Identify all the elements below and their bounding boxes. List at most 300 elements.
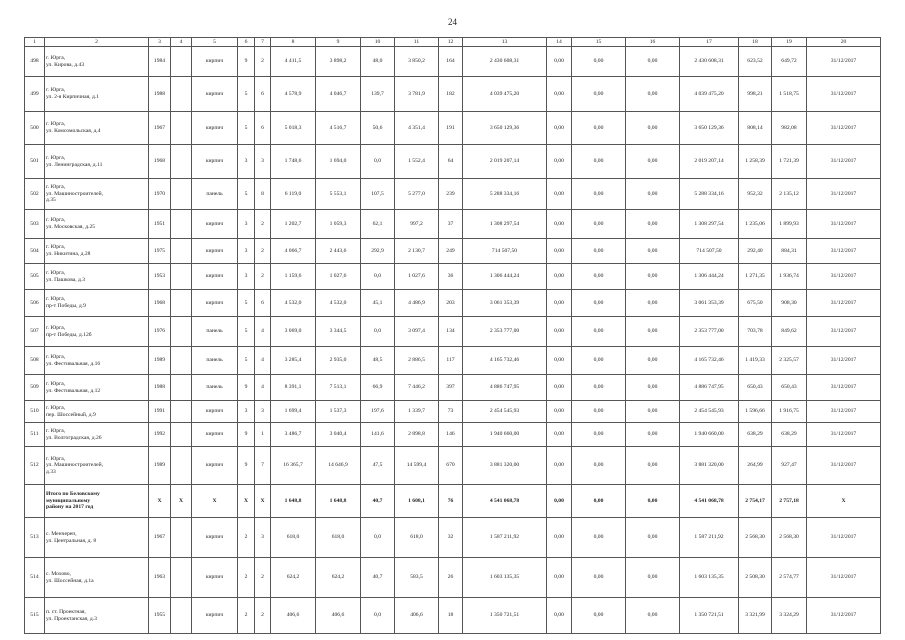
residents-count: 26 <box>439 558 463 598</box>
total-area: 624,2 <box>271 558 316 598</box>
residents-count: 117 <box>439 347 463 375</box>
completion-date: 31/12/2017 <box>807 423 881 447</box>
funding-regional: 0,00 <box>572 264 626 290</box>
living-area: 3 898,2 <box>316 47 361 77</box>
floors-count: 5 <box>238 317 255 347</box>
table-row <box>25 558 881 598</box>
funding-local: 0,00 <box>626 375 680 401</box>
repair-cost: 5 288 334,16 <box>463 179 547 210</box>
completion-date: 31/12/2017 <box>807 112 881 145</box>
living-area: 1 694,0 <box>316 145 361 179</box>
completion-date: 31/12/2017 <box>807 598 881 634</box>
residential-area: 4 351,4 <box>395 112 439 145</box>
nonresidential-area: 47,5 <box>361 447 395 485</box>
floors-count: 5 <box>238 77 255 112</box>
address-cell <box>45 264 149 290</box>
cell-col4 <box>171 598 192 634</box>
unit-cost: 650,43 <box>739 375 772 401</box>
funding-local: 0,00 <box>626 347 680 375</box>
address-cell <box>45 375 149 401</box>
residential-area: 3 097,4 <box>395 317 439 347</box>
unit-cost-limit: 1 916,75 <box>772 401 807 423</box>
total-area: 1 159,6 <box>271 264 316 290</box>
residents-count: 182 <box>439 77 463 112</box>
repair-cost: 2 454 545,93 <box>463 401 547 423</box>
year-built: 1968 <box>149 290 171 317</box>
entrances-count: X <box>255 485 271 518</box>
total-cost: 3 061 353,39 <box>680 290 739 317</box>
row-number: 504 <box>25 239 45 264</box>
cell-col4 <box>171 239 192 264</box>
funding-federal: 0,00 <box>547 239 572 264</box>
funding-federal: 0,00 <box>547 375 572 401</box>
nonresidential-area: 0,0 <box>361 317 395 347</box>
entrances-count: 1 <box>255 423 271 447</box>
funding-regional: 0,00 <box>572 375 626 401</box>
repair-cost: 3 650 129,36 <box>463 112 547 145</box>
unit-cost: 703,78 <box>739 317 772 347</box>
repair-cost: 4 165 732,46 <box>463 347 547 375</box>
living-area: 1 027,6 <box>316 264 361 290</box>
total-row <box>25 485 881 518</box>
unit-cost: 1 258,39 <box>739 145 772 179</box>
funding-local: 0,00 <box>626 485 680 518</box>
address-cell <box>45 317 149 347</box>
funding-local: 0,00 <box>626 401 680 423</box>
table-row <box>25 375 881 401</box>
residential-area: 997,2 <box>395 210 439 239</box>
table-row <box>25 47 881 77</box>
living-area: 618,0 <box>316 518 361 558</box>
unit-cost: 1 419,33 <box>739 347 772 375</box>
completion-date: 31/12/2017 <box>807 401 881 423</box>
completion-date: 31/12/2017 <box>807 347 881 375</box>
cell-col4 <box>171 447 192 485</box>
total-area: 16 365,7 <box>271 447 316 485</box>
completion-date: 31/12/2017 <box>807 447 881 485</box>
table-row <box>25 317 881 347</box>
funding-local: 0,00 <box>626 558 680 598</box>
total-area: 618,0 <box>271 518 316 558</box>
total-cost: 2 019 207,14 <box>680 145 739 179</box>
funding-regional: 0,00 <box>572 112 626 145</box>
unit-cost-limit: 2 574,77 <box>772 558 807 598</box>
living-area: 4 046,7 <box>316 77 361 112</box>
total-cost: 3 881 320,00 <box>680 447 739 485</box>
funding-federal: 0,00 <box>547 47 572 77</box>
year-built: 1988 <box>149 77 171 112</box>
residents-count: 191 <box>439 112 463 145</box>
funding-regional: 0,00 <box>572 518 626 558</box>
table-row <box>25 112 881 145</box>
residents-count: 32 <box>439 518 463 558</box>
table-row <box>25 290 881 317</box>
column-number: 10 <box>361 38 395 47</box>
living-area: 1 648,8 <box>316 485 361 518</box>
wall-material: панель <box>192 179 238 210</box>
funding-federal: 0,00 <box>547 264 572 290</box>
repair-cost: 1 940 660,00 <box>463 423 547 447</box>
address-line: ул. Шоссейная, д.1а <box>46 577 94 584</box>
funding-regional: 0,00 <box>572 77 626 112</box>
address-line: ул. Пашкова, д.3 <box>46 276 86 283</box>
address-line: д.35 <box>46 197 56 204</box>
column-number: 2 <box>45 38 149 47</box>
funding-local: 0,00 <box>626 239 680 264</box>
cell-col4 <box>171 47 192 77</box>
column-number: 19 <box>772 38 807 47</box>
cell-col4 <box>171 518 192 558</box>
total-area: 3 285,4 <box>271 347 316 375</box>
address-line: пр-т Победы, д.9 <box>46 303 86 309</box>
column-number: 13 <box>463 38 547 47</box>
address-line: ул. Машиностроителей, <box>46 190 104 197</box>
living-area: 5 553,1 <box>316 179 361 210</box>
total-cost: 1 306 444,24 <box>680 264 739 290</box>
funding-federal: 0,00 <box>547 401 572 423</box>
living-area: 624,2 <box>316 558 361 598</box>
unit-cost-limit: 908,30 <box>772 290 807 317</box>
address-cell <box>45 210 149 239</box>
wall-material: кирпич <box>192 447 238 485</box>
unit-cost-limit: 1 518,75 <box>772 77 807 112</box>
row-number: 498 <box>25 47 45 77</box>
nonresidential-area: 0,0 <box>361 145 395 179</box>
address-line: ул. Фестивальная, д.12 <box>46 387 101 394</box>
address-cell <box>45 447 149 485</box>
total-area: 1 699,4 <box>271 401 316 423</box>
floors-count: 5 <box>238 290 255 317</box>
address-cell <box>45 423 149 447</box>
floors-count: 3 <box>238 401 255 423</box>
wall-material: кирпич <box>192 112 238 145</box>
completion-date: 31/12/2017 <box>807 375 881 401</box>
unit-cost: 3 321,99 <box>739 598 772 634</box>
row-number: 505 <box>25 264 45 290</box>
address-cell <box>45 47 149 77</box>
address-line: г. Юрга, <box>46 54 66 61</box>
cell-col4: X <box>171 485 192 518</box>
header-row <box>25 38 881 47</box>
repair-cost: 4 886 747,95 <box>463 375 547 401</box>
year-built: 1953 <box>149 264 171 290</box>
floors-count: 2 <box>238 518 255 558</box>
nonresidential-area: 66,9 <box>361 375 395 401</box>
repair-cost: 1 306 444,24 <box>463 264 547 290</box>
row-number: 515 <box>25 598 45 634</box>
address-line: ул. Центральная, д. 8 <box>46 537 97 544</box>
funding-regional: 0,00 <box>572 447 626 485</box>
funding-local: 0,00 <box>626 447 680 485</box>
wall-material: кирпич <box>192 264 238 290</box>
funding-local: 0,00 <box>626 598 680 634</box>
floors-count: 5 <box>238 179 255 210</box>
cell-col4 <box>171 401 192 423</box>
repair-cost: 2 430 608,31 <box>463 47 547 77</box>
total-area: 1 202,7 <box>271 210 316 239</box>
entrances-count: 2 <box>255 239 271 264</box>
address-cell <box>45 179 149 210</box>
living-area: 1 537,3 <box>316 401 361 423</box>
living-area: 7 513,1 <box>316 375 361 401</box>
year-built: X <box>149 485 171 518</box>
year-built: 1967 <box>149 518 171 558</box>
row-number: 510 <box>25 401 45 423</box>
address-cell <box>45 290 149 317</box>
address-line: д.33 <box>46 468 56 475</box>
housing-registry-table <box>24 37 881 634</box>
repair-cost: 2 019 207,14 <box>463 145 547 179</box>
residents-count: 249 <box>439 239 463 264</box>
year-built: 1989 <box>149 447 171 485</box>
residents-count: 64 <box>439 145 463 179</box>
address-cell <box>45 518 149 558</box>
row-number: 511 <box>25 423 45 447</box>
total-cost: 4 165 732,46 <box>680 347 739 375</box>
total-cost: 2 353 777,00 <box>680 317 739 347</box>
residential-area: 583,5 <box>395 558 439 598</box>
entrances-count: 8 <box>255 179 271 210</box>
living-area: 3 040,4 <box>316 423 361 447</box>
cell-col4 <box>171 264 192 290</box>
year-built: 1967 <box>149 112 171 145</box>
funding-regional: 0,00 <box>572 179 626 210</box>
address-line: ул. Никитина, д.28 <box>46 251 91 257</box>
completion-date: 31/12/2017 <box>807 518 881 558</box>
cell-col4 <box>171 179 192 210</box>
unit-cost: 1 596,66 <box>739 401 772 423</box>
address-line: ул. Ленинградская, д.11 <box>46 161 103 168</box>
floors-count: 3 <box>238 145 255 179</box>
residential-area: 14 599,4 <box>395 447 439 485</box>
address-line: г. Юрга, <box>46 269 66 276</box>
cell-col4 <box>171 375 192 401</box>
unit-cost-limit: 884,31 <box>772 239 807 264</box>
residents-count: 18 <box>439 598 463 634</box>
total-cost: 1 940 660,00 <box>680 423 739 447</box>
funding-regional: 0,00 <box>572 401 626 423</box>
total-cost: 2 430 608,31 <box>680 47 739 77</box>
entrances-count: 4 <box>255 375 271 401</box>
repair-cost: 1 587 211,92 <box>463 518 547 558</box>
column-number: 15 <box>572 38 626 47</box>
nonresidential-area: 50,6 <box>361 112 395 145</box>
entrances-count: 6 <box>255 112 271 145</box>
column-number: 12 <box>439 38 463 47</box>
table-row <box>25 347 881 375</box>
cell-col4 <box>171 558 192 598</box>
funding-local: 0,00 <box>626 317 680 347</box>
repair-cost: 1 350 721,51 <box>463 598 547 634</box>
table-row <box>25 264 881 290</box>
living-area: 2 935,0 <box>316 347 361 375</box>
wall-material: кирпич <box>192 401 238 423</box>
address-cell <box>45 598 149 634</box>
funding-federal: 0,00 <box>547 145 572 179</box>
total-cost: 2 454 545,93 <box>680 401 739 423</box>
total-cost: 1 308 297,54 <box>680 210 739 239</box>
floors-count: 9 <box>238 447 255 485</box>
cell-col4 <box>171 210 192 239</box>
total-area: 4 532,0 <box>271 290 316 317</box>
unit-cost-limit: 650,43 <box>772 375 807 401</box>
cell-col4 <box>171 290 192 317</box>
residents-count: 164 <box>439 47 463 77</box>
address-cell <box>45 401 149 423</box>
unit-cost-limit: 1 899,93 <box>772 210 807 239</box>
repair-cost: 3 061 353,39 <box>463 290 547 317</box>
residential-area: 1 027,6 <box>395 264 439 290</box>
nonresidential-area: 141,6 <box>361 423 395 447</box>
unit-cost-limit: 2 568,30 <box>772 518 807 558</box>
repair-cost: 2 353 777,00 <box>463 317 547 347</box>
floors-count: 3 <box>238 264 255 290</box>
nonresidential-area: 48,0 <box>361 47 395 77</box>
funding-local: 0,00 <box>626 112 680 145</box>
page-number: 24 <box>448 17 457 27</box>
funding-local: 0,00 <box>626 47 680 77</box>
total-area: 8 391,1 <box>271 375 316 401</box>
column-number: 11 <box>395 38 439 47</box>
column-number: 4 <box>171 38 192 47</box>
completion-date: 31/12/2017 <box>807 290 881 317</box>
address-line: г. Юрга, <box>46 296 66 303</box>
funding-federal: 0,00 <box>547 210 572 239</box>
funding-federal: 0,00 <box>547 447 572 485</box>
floors-count: 3 <box>238 239 255 264</box>
funding-federal: 0,00 <box>547 179 572 210</box>
funding-regional: 0,00 <box>572 598 626 634</box>
column-number: 17 <box>680 38 739 47</box>
funding-regional: 0,00 <box>572 317 626 347</box>
entrances-count: 2 <box>255 47 271 77</box>
funding-federal: 0,00 <box>547 423 572 447</box>
row-number: 501 <box>25 145 45 179</box>
row-number: 508 <box>25 347 45 375</box>
wall-material: кирпич <box>192 598 238 634</box>
column-number: 7 <box>255 38 271 47</box>
funding-local: 0,00 <box>626 210 680 239</box>
year-built: 1976 <box>149 317 171 347</box>
column-number: 20 <box>807 38 881 47</box>
address-cell <box>45 239 149 264</box>
row-number <box>25 485 45 518</box>
repair-cost: 3 881 320,00 <box>463 447 547 485</box>
floors-count: 2 <box>238 558 255 598</box>
wall-material: кирпич <box>192 77 238 112</box>
residents-count: 73 <box>439 401 463 423</box>
residential-area: 2 130,7 <box>395 239 439 264</box>
funding-federal: 0,00 <box>547 77 572 112</box>
repair-cost: 4 541 068,78 <box>463 485 547 518</box>
nonresidential-area: 48,5 <box>361 347 395 375</box>
address-line: п. ст. Проектная, <box>46 608 86 615</box>
total-cost: 4 039 475,20 <box>680 77 739 112</box>
wall-material: кирпич <box>192 558 238 598</box>
row-number: 509 <box>25 375 45 401</box>
address-cell <box>45 347 149 375</box>
residents-count: 146 <box>439 423 463 447</box>
unit-cost: 2 754,17 <box>739 485 772 518</box>
residents-count: 203 <box>439 290 463 317</box>
year-built: 1992 <box>149 423 171 447</box>
wall-material: панель <box>192 347 238 375</box>
wall-material: кирпич <box>192 47 238 77</box>
column-number: 5 <box>192 38 238 47</box>
funding-local: 0,00 <box>626 264 680 290</box>
entrances-count: 2 <box>255 264 271 290</box>
funding-local: 0,00 <box>626 77 680 112</box>
entrances-count: 3 <box>255 518 271 558</box>
nonresidential-area: 45,1 <box>361 290 395 317</box>
address-line: г. Юрга, <box>46 427 66 434</box>
floors-count: 9 <box>238 423 255 447</box>
cell-col4 <box>171 77 192 112</box>
address-line: с. Мохово, <box>46 570 71 577</box>
table-row <box>25 210 881 239</box>
address-line: г. Юрга, <box>46 121 66 128</box>
address-line: ул. Московская, д.25 <box>46 224 96 230</box>
residents-count: 76 <box>439 485 463 518</box>
residents-count: 397 <box>439 375 463 401</box>
nonresidential-area: 197,6 <box>361 401 395 423</box>
nonresidential-area: 107,5 <box>361 179 395 210</box>
address-line: г. Юрга, <box>46 217 66 224</box>
row-number: 513 <box>25 518 45 558</box>
residential-area: 2 886,5 <box>395 347 439 375</box>
funding-regional: 0,00 <box>572 145 626 179</box>
residential-area: 2 898,8 <box>395 423 439 447</box>
unit-cost-limit: 2 757,18 <box>772 485 807 518</box>
year-built: 1951 <box>149 210 171 239</box>
row-number: 500 <box>25 112 45 145</box>
table-row <box>25 518 881 558</box>
residents-count: 670 <box>439 447 463 485</box>
column-number: 18 <box>739 38 772 47</box>
total-area: 4 066,7 <box>271 239 316 264</box>
entrances-count: 3 <box>255 145 271 179</box>
wall-material: X <box>192 485 238 518</box>
table-row <box>25 598 881 634</box>
address-line: пр-т Победы, д.12б <box>46 331 92 338</box>
funding-federal: 0,00 <box>547 347 572 375</box>
address-line: г. Юрга, <box>46 353 66 360</box>
table-body <box>25 38 881 634</box>
entrances-count: 6 <box>255 77 271 112</box>
unit-cost-limit: 849,62 <box>772 317 807 347</box>
total-area: 3 486,7 <box>271 423 316 447</box>
table-row <box>25 401 881 423</box>
nonresidential-area: 40,7 <box>361 485 395 518</box>
total-area: 1 748,6 <box>271 145 316 179</box>
entrances-count: 3 <box>255 401 271 423</box>
funding-federal: 0,00 <box>547 317 572 347</box>
entrances-count: 2 <box>255 598 271 634</box>
funding-federal: 0,00 <box>547 290 572 317</box>
funding-federal: 0,00 <box>547 598 572 634</box>
total-area: 4 411,5 <box>271 47 316 77</box>
unit-cost: 952,32 <box>739 179 772 210</box>
year-built: 1963 <box>149 558 171 598</box>
completion-date: X <box>807 485 881 518</box>
completion-date: 31/12/2017 <box>807 558 881 598</box>
address-line: району на 2017 год <box>46 504 94 511</box>
address-line: ул. 2-я Кирпичная, д.1 <box>46 94 99 100</box>
year-built: 1968 <box>149 145 171 179</box>
wall-material: кирпич <box>192 518 238 558</box>
floors-count: 9 <box>238 375 255 401</box>
address-line: ул. Комсомольская, д.4 <box>46 128 101 134</box>
